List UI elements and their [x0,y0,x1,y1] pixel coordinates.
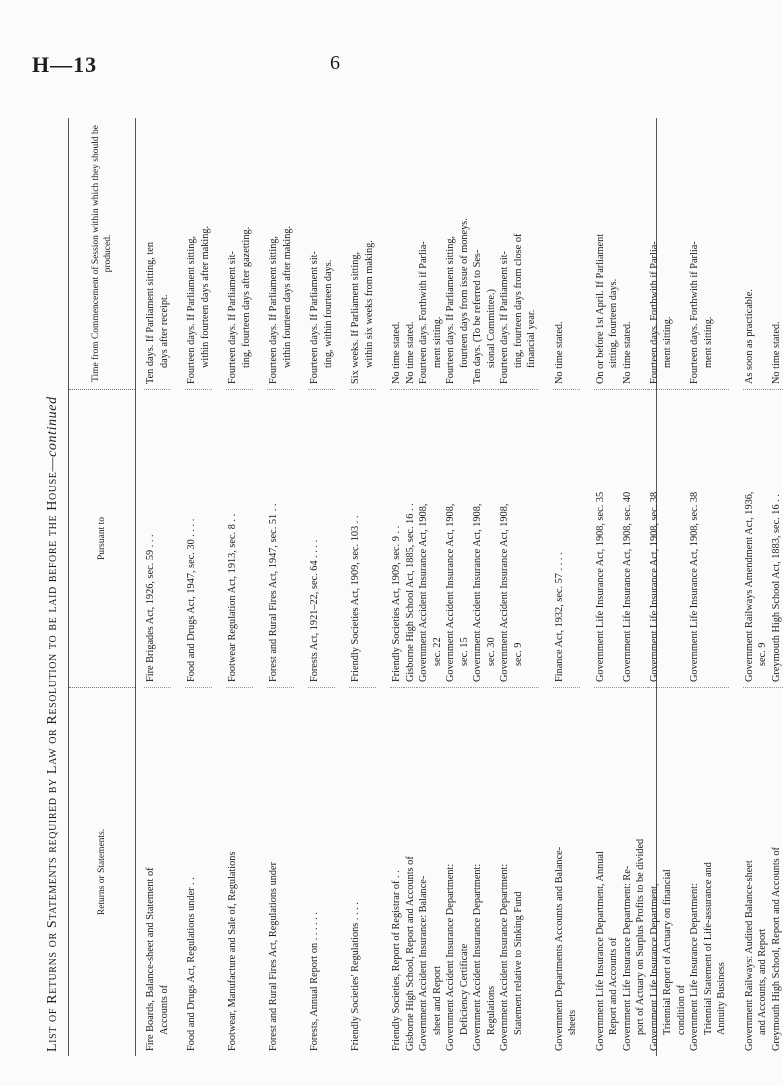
cell-returns [743,688,770,1056]
cell-line: Fourteen days. If Parliament sitting, [445,235,456,384]
cell-line: port of Actuary on Surplus Profits to be divided [635,838,646,1035]
cell-line: No time stated. [553,321,565,384]
cell-pursuant [688,390,729,688]
cell-line: Government Accident Insurance Act, 1908, [472,503,483,682]
cell-time [308,118,335,390]
cell-line: Annuity Business [716,962,727,1035]
table-row [212,118,253,1056]
cell-line: Fourteen days. If Parliament sitting, [186,235,197,384]
cell-line: Greymouth High School Act, 1883, sec. 16 . . [770,494,782,682]
cell-time [404,118,418,390]
cell-time [594,118,621,390]
cell-line: ting, fourteen days after gazetting. [240,226,252,368]
cell-line: Government Departments Accounts and Balance- [553,846,565,1051]
cell-line: Government Life Insurance Act, 1908, sec. 35 [594,491,606,682]
cell-line: Finance Act, 1932, sec. 57 . . . . [553,552,565,682]
cell-pursuant [349,390,376,688]
cell-line: sheet and Report [431,965,443,1035]
cell-line: sec. 30 [485,637,497,666]
cell-time [144,118,171,390]
cell-line: Government Railways: Audited Balance-sheet [743,860,755,1051]
column-header-returns: Returns or Statements. [96,828,107,916]
cell-pursuant [226,390,253,688]
cell-line: ment sitting. [431,316,443,368]
cell-line: Friendly Societies Act, 1909, sec. 9 . . [391,525,402,682]
returns-table [68,118,782,1056]
cell-time [390,118,404,390]
cell-line: On or before 1st April. If Parliament [594,233,606,384]
cell-line: Government Life Insurance Department, Annual [594,851,606,1051]
cell-time [417,118,444,390]
cell-line: Triennial Statement of Life-assurance and [702,862,714,1035]
cell-line: Fourteen days. If Parliament sitting, [268,235,279,384]
table-title [38,118,68,1056]
cell-pursuant [185,390,212,688]
cell-line: sional Committee.) [485,289,497,368]
cell-line: Fourteen days. Forthwith if Parlia- [418,241,429,384]
cell-line: No time stated. [770,321,782,384]
cell-returns [226,688,253,1056]
cell-line: Government Accident Insurance Department: [472,863,483,1051]
cell-pursuant [404,390,418,688]
cell-line: Ten days. If Parliament sitting, ten [145,242,156,384]
cell-returns [144,688,171,1056]
table-row [144,118,171,1056]
table-row [376,118,404,1056]
cell-line: No time stated. [621,321,633,384]
table-row [580,118,621,1056]
cell-line: Forests, Annual Report on . . . . . . [309,911,320,1051]
cell-returns [390,688,404,1056]
page-reference: H—13 [32,52,98,77]
cell-pursuant [648,390,689,688]
cell-returns [621,688,648,1056]
table-header-row [69,118,136,1056]
cell-pursuant [390,390,404,688]
cell-time [621,118,648,390]
cell-line: Fourteen days. If Parliament sit- [499,251,510,384]
cell-line: Deficiency Certificate [458,943,470,1035]
cell-returns [267,688,294,1056]
cell-line: Friendly Societies' Regulations . . . . [350,902,361,1051]
cell-line: Ten days. (To be referred to Ses- [472,249,483,384]
table-row [688,118,729,1056]
cell-pursuant [743,390,770,688]
cell-line: ment sitting. [702,316,714,368]
cell-line: Fire Brigades Act, 1926, sec. 59 . . . [145,534,156,682]
table-row [498,118,539,1056]
cell-pursuant [498,390,539,688]
cell-line: Gisborne High School, Report and Accounts of [404,856,416,1051]
cell-line: sheets [567,1009,578,1035]
table-row [648,118,689,1056]
cell-returns [770,688,783,1056]
cell-line: Forest and Rural Fires Act, 1947, sec. 51 . . [268,503,279,682]
cell-line: financial year. [526,309,537,368]
cell-line: days after receipt. [158,294,170,368]
cell-line: condition of [675,984,687,1035]
table-row [471,118,498,1056]
cell-time [743,118,770,390]
cell-returns [471,688,498,1056]
cell-time [444,118,471,390]
cell-pursuant [144,390,171,688]
cell-returns [594,688,621,1056]
cell-returns [553,688,580,1056]
cell-returns [349,688,376,1056]
column-header-pursuant: Pursuant to [69,390,135,688]
cell-line: Government Accident Insurance Act, 1908, [418,503,429,682]
cell-line: ment sitting. [662,316,673,368]
cell-time [349,118,376,390]
cell-line: Food and Drugs Act, Regulations under . . [186,877,197,1051]
cell-returns [404,688,418,1056]
cell-line: Fourteen days. If Parliament sit- [227,251,238,384]
cell-line: and Accounts, and Report [757,928,768,1035]
cell-time [185,118,212,390]
cell-line: Government Life Insurance Act, 1908, sec. 38 [689,491,700,682]
cell-line: As soon as practicable. [743,289,755,384]
cell-line: Footwear, Manufacture and Sale of, Regulations [227,851,238,1051]
table-row [621,118,648,1056]
cell-line: Government Life Insurance Department, [648,883,660,1051]
table-row [417,118,444,1056]
cell-line: Friendly Societies Act, 1909, sec. 103 . . [350,515,361,682]
cell-pursuant [621,390,648,688]
cell-line: No time stated. [391,321,402,384]
cell-line: Government Railways Amendment Act, 1936, [743,491,755,682]
cell-line: Footwear Regulation Act, 1913, sec. 8 . . [227,513,238,682]
cell-line: Statement relative to Sinking Fund [512,891,524,1035]
cell-line: Fourteen days. Forthwith if Parlia- [648,241,660,384]
cell-line: Government Life Insurance Act, 1908, sec. 40 [621,491,633,682]
cell-line: Government Life Insurance Department: Re- [621,865,633,1051]
cell-line: Government Accident Insurance Department: [445,863,456,1051]
cell-line: sec. 15 [458,637,470,666]
table-title-continued: continued [45,396,60,457]
table-row [539,118,580,1056]
cell-pursuant [471,390,498,688]
cell-returns [688,688,729,1056]
table-row [294,118,335,1056]
table-row [404,118,418,1056]
table-body [136,118,782,1056]
cell-returns [444,688,471,1056]
cell-line: within fourteen days after making. [281,225,293,368]
rotated-table-frame [38,118,782,1056]
table-row [253,118,294,1056]
cell-pursuant [417,390,444,688]
cell-line: within fourteen days after making. [199,225,211,368]
cell-line: fourteen days from issue of moneys. [458,218,470,368]
cell-line: sec. 9 [757,642,768,666]
cell-returns [498,688,539,1056]
table-row [171,118,212,1056]
cell-line: Government Accident Insurance Department: [499,863,510,1051]
cell-line: Forest and Rural Fires Act, Regulations under [268,861,279,1051]
cell-time [226,118,253,390]
cell-line: Six weeks. If Parliament sitting, [350,251,361,384]
cell-returns [648,688,689,1056]
cell-returns [185,688,212,1056]
cell-pursuant [308,390,335,688]
cell-time [553,118,580,390]
cell-pursuant [444,390,471,688]
cell-time [688,118,729,390]
cell-line: Government Accident Insurance Act, 1908, [445,503,456,682]
table-row [729,118,770,1056]
cell-line: No time stated. [404,321,416,384]
cell-line: Report and Accounts of [608,937,619,1035]
cell-line: Regulations [485,985,497,1035]
cell-line: sec. 22 [431,637,443,666]
cell-line: Forests Act, 1921–22, sec. 64 . . . . [309,539,320,682]
cell-time [770,118,783,390]
cell-line: Government Accident Insurance: Balance- [418,875,429,1051]
cell-pursuant [267,390,294,688]
cell-line: Fourteen days. If Parliament sit- [309,251,320,384]
cell-pursuant [770,390,783,688]
page-number: 6 [330,52,340,74]
cell-line: within six weeks from making. [363,240,375,368]
cell-line: Triennial Report of Actuary on financial [662,869,673,1035]
cell-line: Friendly Societies, Report of Registrar of . . [391,870,402,1051]
cell-returns [308,688,335,1056]
cell-line: Greymouth High School, Report and Accounts of [770,847,782,1051]
cell-returns [417,688,444,1056]
cell-line: Gisborne High School Act, 1885, sec. 16 . . [404,503,416,682]
cell-time [498,118,539,390]
cell-line: Fire Boards, Balance-sheet and Statement of [145,867,156,1051]
table-row [770,118,783,1056]
cell-line: Government Life Insurance Act, 1908, sec. 38 [648,491,660,682]
cell-pursuant [553,390,580,688]
table-row [444,118,471,1056]
column-header-time: Time from Commencement of Session within which they should be produced. [69,118,135,390]
cell-time [648,118,689,390]
cell-time [267,118,294,390]
cell-line: Food and Drugs Act, 1947, sec. 30 . . . . [186,518,197,682]
table-row [335,118,376,1056]
cell-pursuant [594,390,621,688]
table-title-text: List of Returns or Statements required by Law or Resolution to be laid before the House— [45,456,60,1052]
cell-line: Government Life Insurance Department: [689,883,700,1051]
cell-time [471,118,498,390]
cell-line: ting, within fourteen days. [322,259,334,368]
cell-line: ting, fourteen days from close of [512,233,524,368]
cell-line: Accounts of [158,984,170,1035]
cell-line: Government Accident Insurance Act, 1908, [499,503,510,682]
cell-line: Fourteen days. Forthwith if Parlia- [689,241,700,384]
cell-line: sec. 9 [512,642,524,666]
cell-line: sitting, fourteen days. [608,278,619,368]
